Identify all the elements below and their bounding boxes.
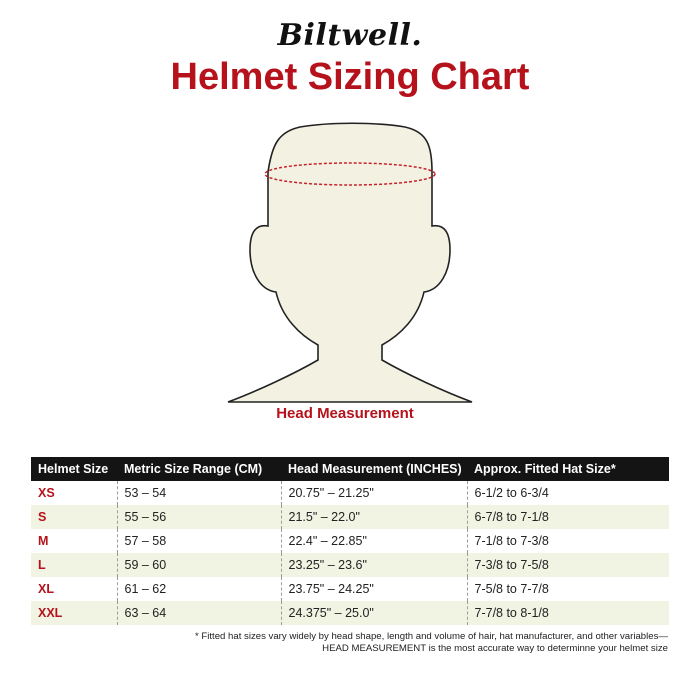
metric-cell: 61 – 62 — [117, 577, 281, 601]
table-row — [31, 505, 669, 529]
size-cell: XS — [31, 481, 117, 505]
metric-cell: 55 – 56 — [117, 505, 281, 529]
head-measurement-caption: Head Measurement — [276, 405, 414, 422]
col-header-head-measurement: Head Measurement (INCHES) — [281, 457, 467, 481]
size-cell: S — [31, 505, 117, 529]
col-header-metric-range: Metric Size Range (CM) — [117, 457, 281, 481]
brand-logo: Biltwell. — [277, 18, 423, 53]
table-header-row — [31, 457, 669, 481]
size-cell: M — [31, 529, 117, 553]
inches-cell: 21.5" – 22.0" — [281, 505, 467, 529]
metric-cell: 59 – 60 — [117, 553, 281, 577]
hat-size-cell: 6-7/8 to 7-1/8 — [467, 505, 669, 529]
size-cell: XL — [31, 577, 117, 601]
metric-cell: 57 – 58 — [117, 529, 281, 553]
sizing-table — [31, 457, 669, 625]
hat-size-cell: 7-5/8 to 7-7/8 — [467, 577, 669, 601]
inches-cell: 22.4" – 22.85" — [281, 529, 467, 553]
inches-cell: 23.25" – 23.6" — [281, 553, 467, 577]
hat-size-cell: 6-1/2 to 6-3/4 — [467, 481, 669, 505]
col-header-helmet-size: Helmet Size — [31, 457, 117, 481]
head-outline — [228, 123, 472, 402]
inches-cell: 23.75" – 24.25" — [281, 577, 467, 601]
col-header-hat-size: Approx. Fitted Hat Size* — [467, 457, 669, 481]
metric-cell: 63 – 64 — [117, 601, 281, 625]
table-row — [31, 601, 669, 625]
inches-cell: 20.75" – 21.25" — [281, 481, 467, 505]
table-row — [31, 529, 669, 553]
size-cell: L — [31, 553, 117, 577]
hat-size-cell: 7-7/8 to 8-1/8 — [467, 601, 669, 625]
inches-cell: 24.375" – 25.0" — [281, 601, 467, 625]
footnote-line-1: * Fitted hat sizes vary widely by head shape, length and volume of hair, hat manufacturer, and other variables— — [194, 631, 668, 642]
table-row — [31, 481, 669, 505]
hat-size-cell: 7-1/8 to 7-3/8 — [467, 529, 669, 553]
size-cell: XXL — [31, 601, 117, 625]
footnote-line-2: HEAD MEASUREMENT is the most accurate way to determinne your helmet size — [322, 643, 668, 654]
hat-size-cell: 7-3/8 to 7-5/8 — [467, 553, 669, 577]
page-title: Helmet Sizing Chart — [170, 56, 530, 98]
metric-cell: 53 – 54 — [117, 481, 281, 505]
table-row — [31, 553, 669, 577]
footnote — [48, 631, 668, 655]
table-row — [31, 577, 669, 601]
